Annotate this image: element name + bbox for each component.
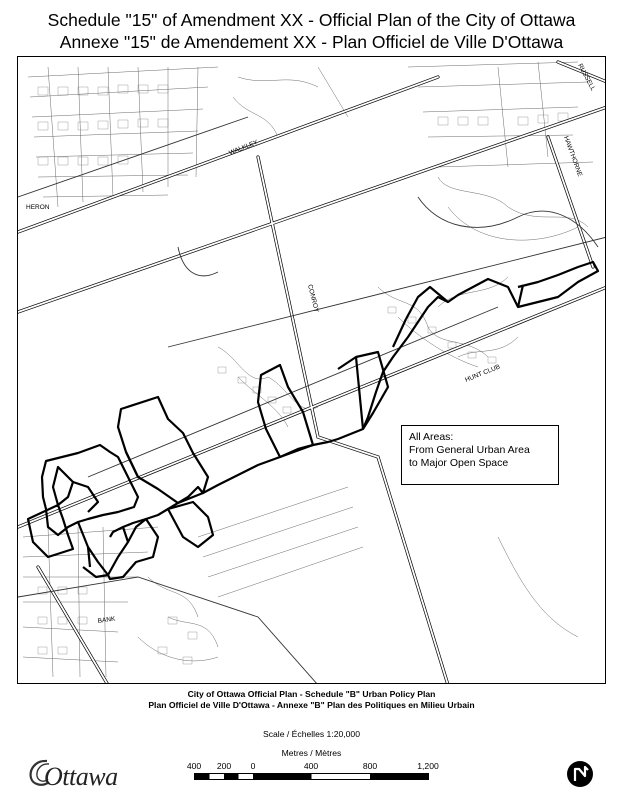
scale-tick: 400 <box>186 761 202 771</box>
road-labels <box>26 63 597 625</box>
map-legend <box>401 425 559 485</box>
scale-tick: 0 <box>250 761 256 771</box>
scale-tick: 200 <box>216 761 232 771</box>
scale-bar <box>194 773 430 781</box>
scale-unit: Metres / Mètres <box>281 748 342 758</box>
north-arrow-icon <box>566 760 594 788</box>
road-label-walkley: WALKLEY <box>228 138 259 157</box>
secondary-roads <box>18 117 606 684</box>
road-label-russell: RUSSELL <box>576 62 597 93</box>
map-title-english: Schedule "15" of Amendment XX - Official Plan of the City of Ottawa <box>47 10 576 30</box>
road-label-hunt-club: HUNT CLUB <box>464 363 502 384</box>
legend-line-3: to Major Open Space <box>409 457 509 469</box>
scale-tick: 1,200 <box>417 761 439 771</box>
plan-title-french: Plan Officiel de Ville D'Ottawa - Annexe "B" Plan des Politiques en Milieu Urbain <box>148 700 475 710</box>
scale-ratio: Scale / Échelles 1:20,000 <box>263 729 360 739</box>
plan-title-english: City of Ottawa Official Plan - Schedule "B" Urban Policy Plan <box>187 689 436 699</box>
map-title-french: Annexe "15" de Amendement XX - Plan Officiel de Ville D'Ottawa <box>59 32 564 52</box>
road-label-hawthorne: HAWTHORNE <box>562 135 584 178</box>
legend-line-1: All Areas: <box>409 431 454 443</box>
scale-tick: 400 <box>303 761 319 771</box>
map-area[interactable] <box>17 56 606 684</box>
road-label-bank: BANK <box>97 615 116 625</box>
legend-line-2: From General Urban Area <box>409 444 530 456</box>
scale-tick: 800 <box>362 761 378 771</box>
street-network <box>23 62 593 677</box>
road-label-heron: HERON <box>26 204 50 211</box>
ottawa-logo-text: Ottawa <box>44 762 118 791</box>
road-label-conroy: CONROY <box>306 283 320 314</box>
